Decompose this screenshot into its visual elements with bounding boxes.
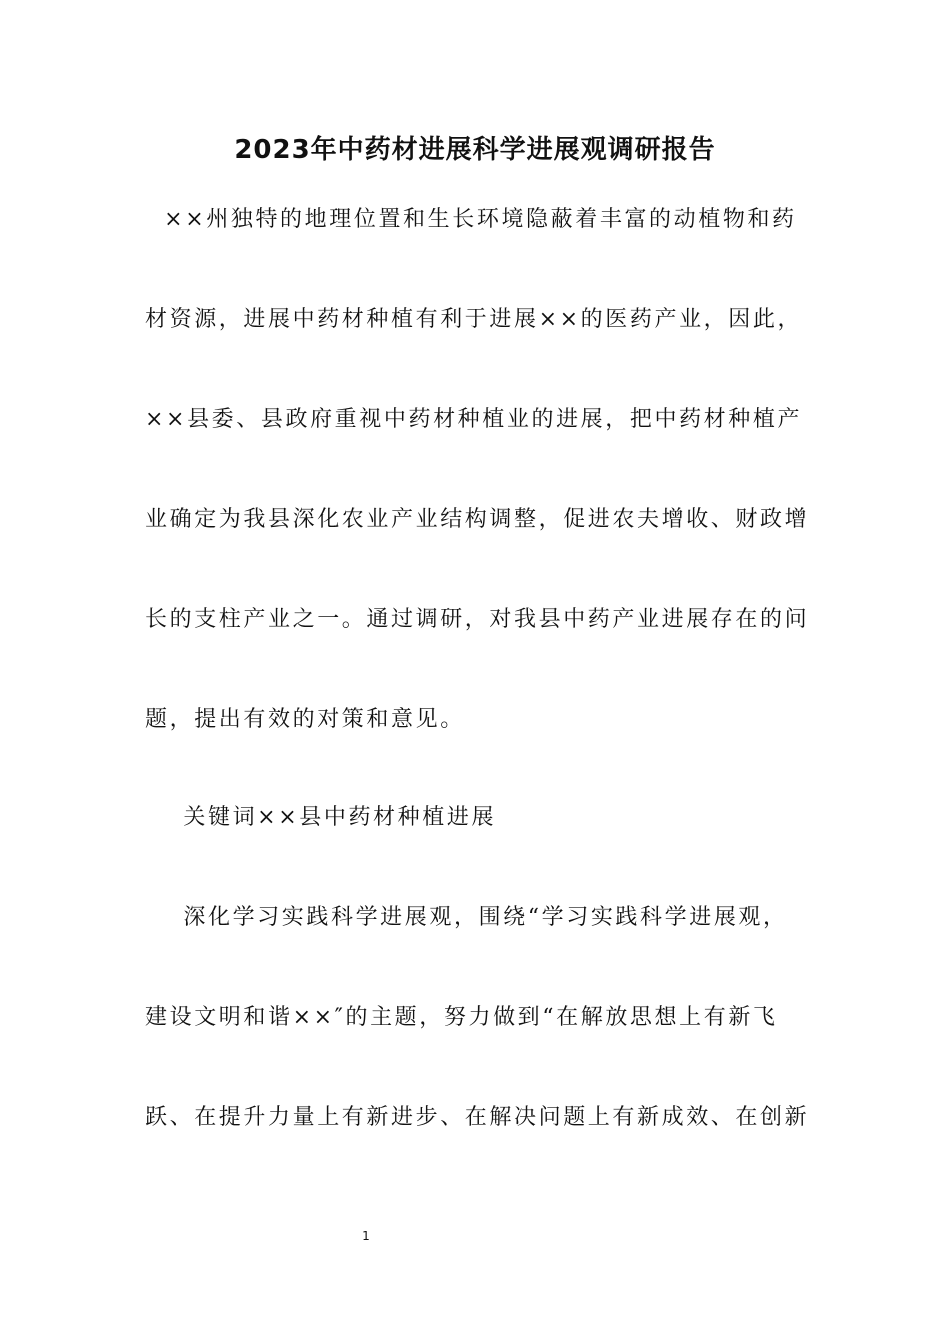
page-number: 1 bbox=[362, 1229, 370, 1243]
paragraph-line-1: ××州独特的地理位置和生长环境隐蔽着丰富的动植物和药 bbox=[145, 207, 797, 232]
paragraph-line-8: 建设文明和谐××″的主题，努力做到“在解放思想上有新飞 bbox=[145, 1005, 778, 1030]
paragraph-line-4: 业确定为我县深化农业产业结构调整，促进农夫增收、财政增 bbox=[145, 507, 810, 532]
paragraph-line-6: 题，提出有效的对策和意见。 bbox=[145, 707, 465, 732]
paragraph-line-9: 跃、在提升力量上有新进步、在解决问题上有新成效、在创新 bbox=[145, 1105, 810, 1130]
keywords-line: 关键词××县中药材种植进展 bbox=[145, 805, 497, 830]
paragraph-line-5: 长的支柱产业之一。通过调研，对我县中药产业进展存在的问 bbox=[145, 607, 810, 632]
paragraph-line-7: 深化学习实践科学进展观，围绕“学习实践科学进展观， bbox=[145, 905, 788, 930]
document-title: 2023年中药材进展科学进展观调研报告 bbox=[234, 135, 716, 165]
paragraph-line-2: 材资源，进展中药材种植有利于进展××的医药产业，因此， bbox=[145, 307, 803, 332]
paragraph-line-3: ××县委、县政府重视中药材种植业的进展，把中药材种植产 bbox=[145, 407, 803, 432]
